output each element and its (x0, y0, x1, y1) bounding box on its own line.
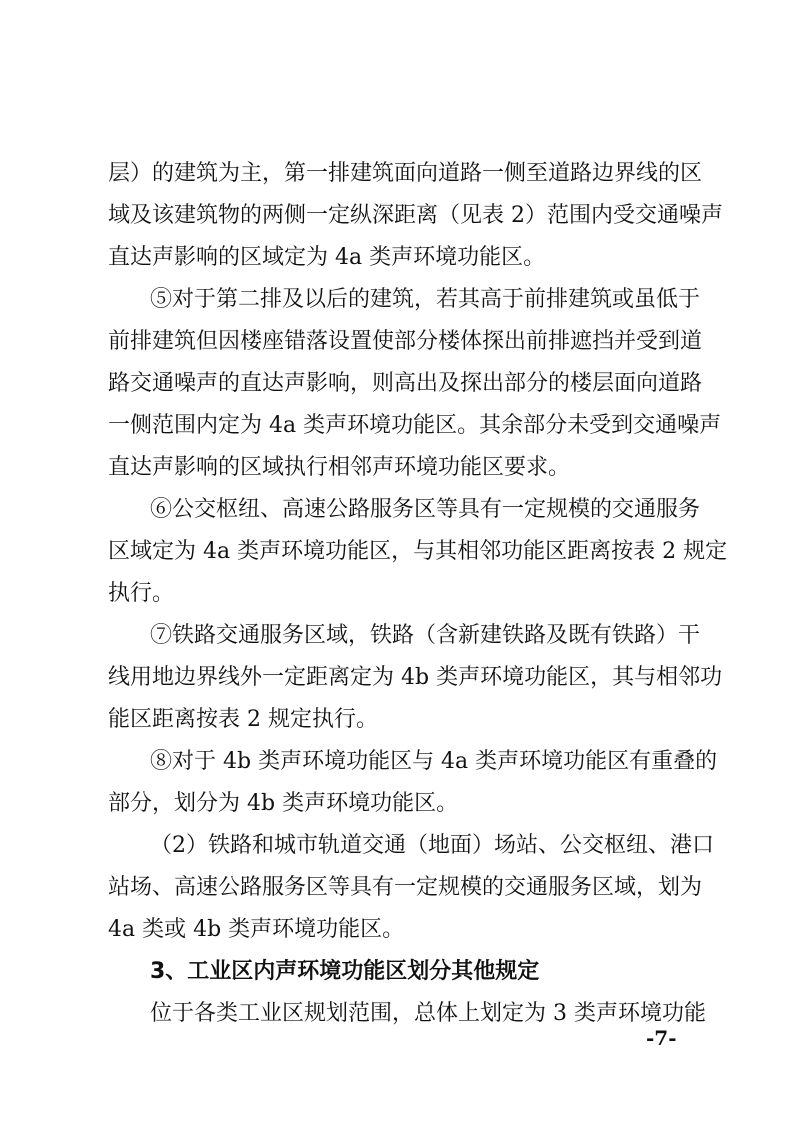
text-line-19: 4a 类或 4b 类声环境功能区。 (108, 917, 405, 942)
text-line-13: 线用地边界线外一定距离定为 4b 类声环境功能区，其与相邻功 (108, 665, 723, 690)
text-line-1: 层）的建筑为主，第一排建筑面向道路一侧至道路边界线的区 (108, 161, 703, 186)
text-line-2: 域及该建筑物的两侧一定纵深距离（见表 2）范围内受交通噪声 (108, 203, 723, 228)
section-heading: 3、工业区内声环境功能区划分其他规定 (150, 959, 540, 984)
text-line-17: （2）铁路和城市轨道交通（地面）场站、公交枢纽、港口 (150, 833, 714, 858)
text-line-10: 区域定为 4a 类声环境功能区，与其相邻功能区距离按表 2 规定 (108, 539, 728, 564)
text-line-12: ⑦铁路交通服务区域，铁路（含新建铁路及既有铁路）干 (150, 623, 701, 648)
text-line-11: 执行。 (108, 581, 175, 606)
text-line-9: ⑥公交枢纽、高速公路服务区等具有一定规模的交通服务 (150, 497, 701, 522)
text-line-3: 直达声影响的区域定为 4a 类声环境功能区。 (108, 245, 546, 270)
text-line-4: ⑤对于第二排及以后的建筑，若其高于前排建筑或虽低于 (150, 287, 701, 312)
text-line-5: 前排建筑但因楼座错落设置使部分楼体探出前排遮挡并受到道 (108, 329, 703, 354)
text-line-18: 站场、高速公路服务区等具有一定规模的交通服务区域，划为 (108, 875, 703, 900)
text-line-7: 一侧范围内定为 4a 类声环境功能区。其余部分未受到交通噪声 (108, 413, 722, 438)
text-line-16: 部分，划分为 4b 类声环境功能区。 (108, 791, 459, 816)
text-line-21: 位于各类工业区规划范围，总体上划定为 3 类声环境功能 (150, 1001, 706, 1026)
text-line-14: 能区距离按表 2 规定执行。 (108, 707, 378, 732)
text-line-15: ⑧对于 4b 类声环境功能区与 4a 类声环境功能区有重叠的 (150, 749, 718, 774)
text-line-8: 直达声影响的区域执行相邻声环境功能区要求。 (108, 455, 571, 480)
text-line-6: 路交通噪声的直达声影响，则高出及探出部分的楼层面向道路 (108, 371, 703, 396)
page-number: -7- (646, 1026, 677, 1050)
